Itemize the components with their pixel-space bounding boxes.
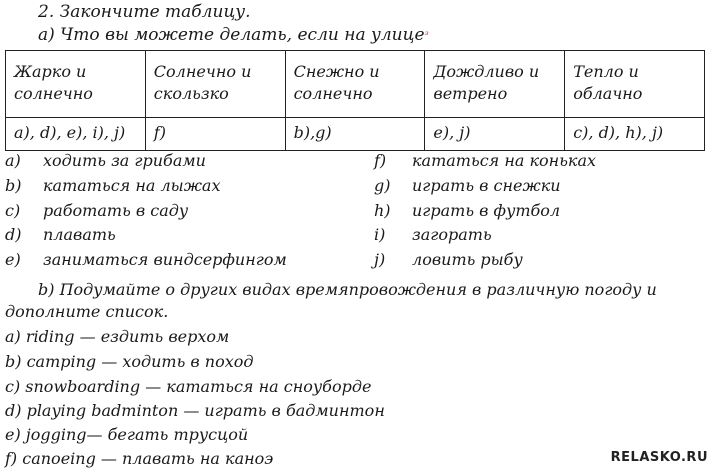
option-right-j [374, 250, 523, 270]
table-header-cell: Солнечно и скользко [145, 51, 285, 118]
option-text: ходить за грибами [43, 151, 206, 170]
activity-item: b) camping — ходить в поход [5, 352, 254, 371]
table-answer-cell: e), j) [425, 118, 565, 151]
option-left-d [5, 225, 116, 245]
table-answer-cell: a), d), e), i), j) [6, 118, 146, 151]
activity-item: c) snowboarding — кататься на сноуборде [5, 377, 372, 396]
option-right-f [374, 151, 596, 171]
option-key: e) [5, 250, 21, 269]
option-key: i) [374, 225, 386, 244]
option-text: ловить рыбу [412, 250, 523, 269]
option-text: заниматься виндсерфингом [43, 250, 287, 269]
activity-item: e) jogging— бегать трусцой [5, 425, 249, 444]
option-text: работать в саду [43, 201, 189, 220]
option-left-b [5, 176, 220, 196]
option-right-g [374, 176, 561, 196]
table-answer-cell: b),g) [285, 118, 425, 151]
option-text: играть в снежки [412, 176, 561, 195]
option-text: загорать [412, 225, 492, 244]
option-text: плавать [43, 225, 116, 244]
exercise-heading: 2. Закончите таблицу. [38, 2, 251, 22]
table-answer-cell: c), d), h), j) [565, 118, 705, 151]
table-answer-cell: f) [145, 118, 285, 151]
option-right-i [374, 225, 492, 245]
option-text: кататься на лыжах [43, 176, 221, 195]
table-header-cell: Тепло и облачно [565, 51, 705, 118]
option-left-e [5, 250, 287, 270]
option-key: j) [374, 250, 386, 269]
table-header-row [6, 51, 705, 118]
task-b-prompt-line1: b) Подумайте о других видах времяпровождения в различную погоду и [38, 280, 657, 299]
option-left-a [5, 151, 206, 171]
option-key: h) [374, 201, 391, 220]
option-key: d) [5, 225, 22, 244]
option-key: b) [5, 176, 22, 195]
activity-item: a) riding — ездить верхом [5, 327, 230, 346]
activity-item: d) playing badminton — играть в бадминтон [5, 401, 385, 420]
watermark: RELASKO.RU [610, 450, 708, 465]
option-key: f) [374, 151, 387, 170]
option-key: g) [374, 176, 391, 195]
option-text: играть в футбол [412, 201, 561, 220]
weather-table [5, 50, 705, 151]
option-text: кататься на коньках [412, 151, 597, 170]
task-b-prompt-line2: дополните список. [5, 302, 169, 321]
table-header-cell: Снежно и солнечно [285, 51, 425, 118]
option-key: c) [5, 201, 21, 220]
task-a-prompt [38, 25, 429, 45]
option-key: a) [5, 151, 21, 170]
table-header-cell: Жарко и солнечно [6, 51, 146, 118]
activity-item: f) canoeing — плавать на каноэ [5, 449, 274, 468]
table-answer-row [6, 118, 705, 151]
task-a-text: а) Что вы можете делать, если на улице [38, 25, 425, 45]
option-right-h [374, 201, 560, 221]
red-mark-icon: ᵌ [424, 28, 429, 42]
table-header-cell: Дождливо и ветрено [425, 51, 565, 118]
option-left-c [5, 201, 188, 221]
